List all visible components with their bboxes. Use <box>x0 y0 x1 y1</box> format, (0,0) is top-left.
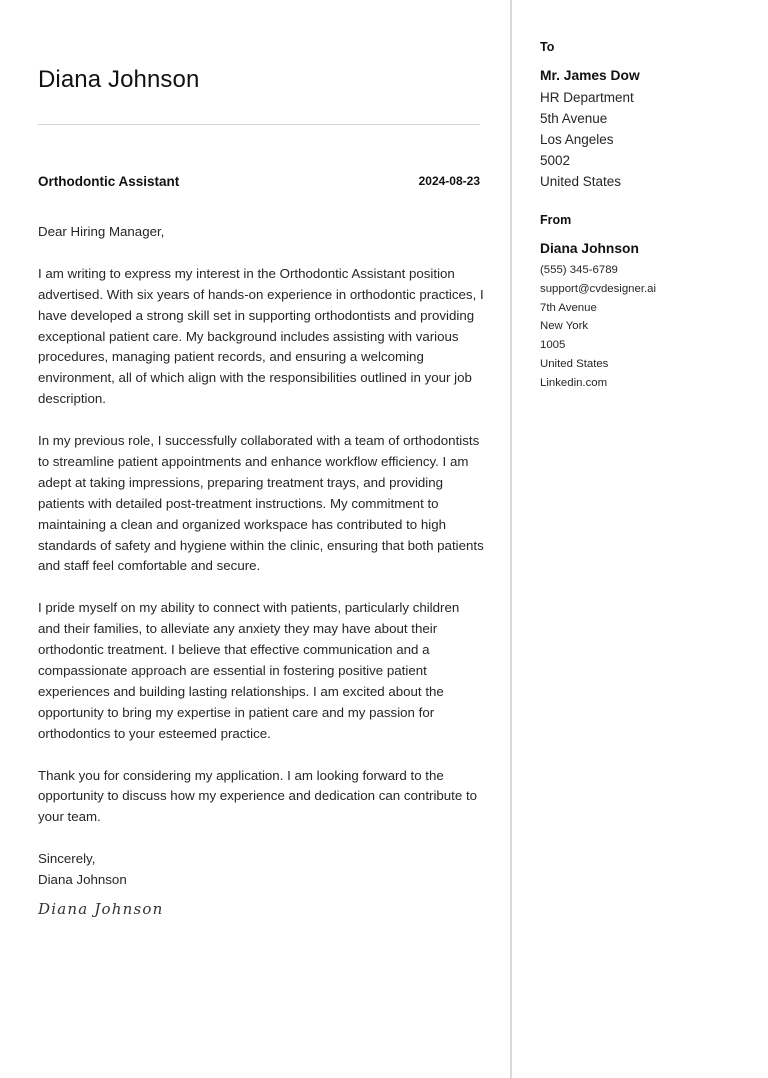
letter-date: 2024-08-23 <box>418 174 480 188</box>
job-position: Orthodontic Assistant <box>38 174 180 189</box>
applicant-name: Diana Johnson <box>38 66 200 93</box>
recipient-department: HR Department <box>540 90 634 105</box>
sender-linkedin: Linkedin.com <box>540 376 608 389</box>
letter-closing-name: Diana Johnson <box>38 872 127 888</box>
to-heading: To <box>540 40 555 54</box>
sender-city: New York <box>540 320 589 333</box>
letter-paragraph: Thank you for considering my application. I am looking forward to the opportunity to discuss how my experience and dedication can contribute to your team. <box>38 767 478 825</box>
column-divider <box>510 0 512 1078</box>
letter-paragraph: I am writing to express my interest in the Orthodontic Assistant position advertised. With six years of hands-on experience in orthodontic practices, I have developed a strong skill set in supporting orthodontists and providing exceptional patient care. My background includes assisting with various procedures, managing patient records, and ensuring a welcoming environment, all of which align with the responsibilities outlined in your job description. <box>38 265 484 407</box>
handwritten-signature: Diana Johnson <box>38 900 164 918</box>
sender-postal-code: 1005 <box>540 339 566 352</box>
sender-name: Diana Johnson <box>540 241 639 256</box>
sender-street: 7th Avenue <box>540 301 597 314</box>
letter-closing: Sincerely, <box>38 851 96 867</box>
sender-contact <box>540 261 656 393</box>
letter-closing-block <box>38 849 484 891</box>
recipient-name: Mr. James Dow <box>540 68 640 83</box>
sender-country: United States <box>540 357 609 370</box>
letter-paragraph: I pride myself on my ability to connect with patients, particularly children and their families, to alleviate any anxiety they may have about their orthodontic treatment. I believe that effective communication and a compassionate approach are essential in fostering positive patient experiences and building lasting relationships. I am excited about the opportunity to bring my expertise in patient care and my passion for orthodontics to your esteemed practice. <box>38 600 460 741</box>
recipient-postal-code: 5002 <box>540 153 571 168</box>
letter-body <box>38 222 484 912</box>
recipient-address <box>540 87 634 192</box>
letter-paragraph: In my previous role, I successfully collaborated with a team of orthodontists to streamline patient appointments and enhance workflow efficiency. I am adept at taking impressions, preparing treatment trays, and providing patients with detailed post-treatment instructions. My commitment to maintaining a clean and organized workspace has contributed to high standards of safety and hygiene within the clinic, ensuring that both patients and staff feel comfortable and secure. <box>38 433 484 574</box>
sender-phone: (555) 345-6789 <box>540 264 618 276</box>
header-divider <box>38 124 480 125</box>
recipient-street: 5th Avenue <box>540 111 608 126</box>
letter-greeting: Dear Hiring Manager, <box>38 224 165 239</box>
sender-email: support@cvdesigner.ai <box>540 282 657 295</box>
recipient-country: United States <box>540 174 622 189</box>
recipient-city: Los Angeles <box>540 132 614 147</box>
from-heading: From <box>540 213 572 227</box>
